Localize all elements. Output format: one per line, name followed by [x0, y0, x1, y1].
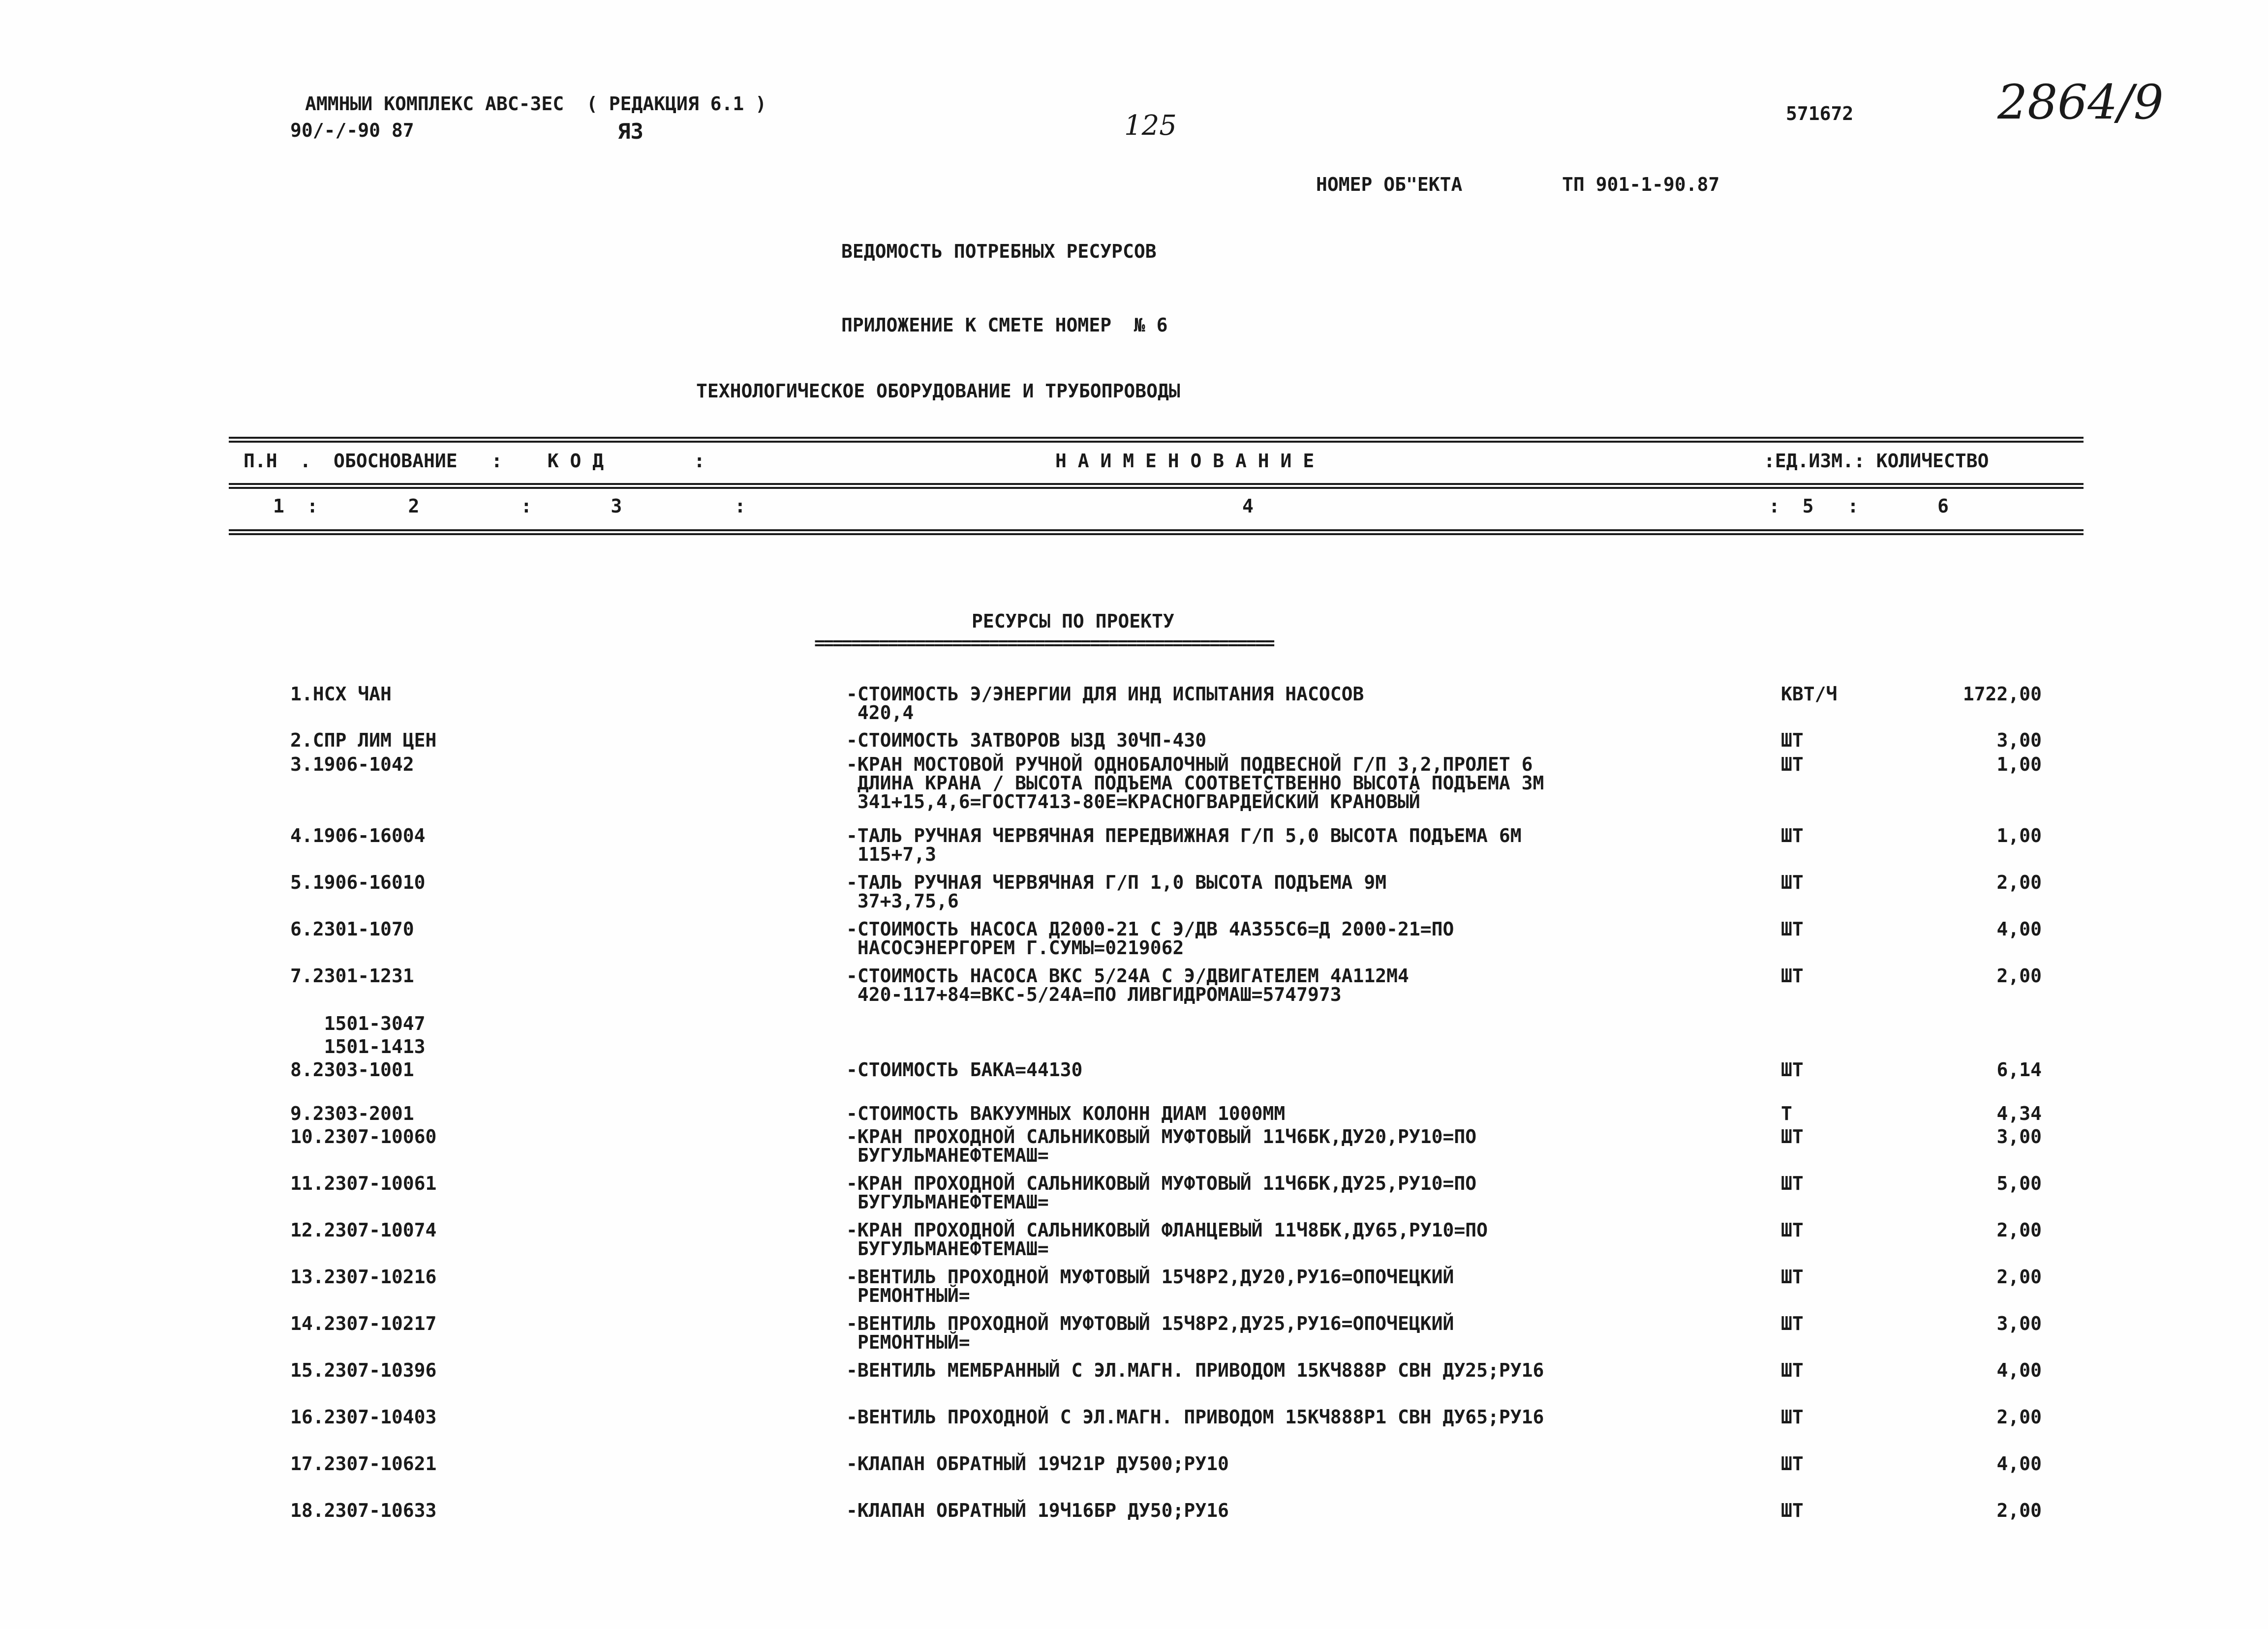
table-rule-mid-2: [229, 487, 2084, 489]
table-rule-top: [229, 437, 2084, 439]
row-unit: ШТ: [1781, 1453, 1804, 1475]
title-appendix: ПРИЛОЖЕНИЕ К СМЕТЕ НОМЕР № 6: [841, 314, 1168, 336]
row-name: -ТАЛЬ РУЧНАЯ ЧЕРВЯЧНАЯ ПЕРЕДВИЖНАЯ Г/П 5,0 ВЫСОТА ПОДЪЕМА 6М 115+7,3: [846, 825, 1522, 865]
row-unit: ШТ: [1781, 1313, 1804, 1334]
table-numbers-left: 1 : 2 : 3 :: [273, 495, 746, 517]
row-code: 3.1906-1042: [290, 754, 414, 775]
row-qty: 2,00: [1996, 1266, 2042, 1288]
row-code: 18.2307-10633: [290, 1500, 437, 1521]
row-name: -СТОИМОСТЬ НАСОСА Д2000-21 С Э/ДВ 4АЗ55С6=Д 2000-21=ПО НАСОСЭНЕРГОРЕМ Г.СУМЫ=0219062: [846, 918, 1454, 959]
object-label: НОМЕР ОБ"ЕКТА: [1316, 174, 1463, 195]
row-name: -ВЕНТИЛЬ МЕМБРАННЫЙ С ЭЛ.МАГН. ПРИВОДОМ 15КЧ888Р СВН ДУ25;РУ16: [846, 1359, 1544, 1381]
row-name: -КРАН МОСТОВОЙ РУЧНОЙ ОДНОБАЛОЧНЫЙ ПОДВЕСНОЙ Г/П 3,2,ПРОЛЕТ 6 ДЛИНА КРАНА / ВЫСОТА ПОДЪЕМА СООТВЕТСТВЕННО ВЫСОТА ПОДЪЕМА 3М 341+15,4,6=ГОСТ7413-80Е=КРАСНОГВАРДЕЙСКИЙ КРАНОВЫЙ: [846, 754, 1544, 813]
header-line2: 90/-/-90 87: [290, 120, 414, 141]
row-name: -СТОИМОСТЬ ЗАТВОРОВ ЫЗД 30ЧП-430: [846, 729, 1207, 751]
row-unit: ШТ: [1781, 918, 1804, 940]
table-header-left: П.Н . ОБОСНОВАНИЕ : К О Д :: [244, 450, 705, 472]
row-name: -КЛАПАН ОБРАТНЫЙ 19Ч21Р ДУ500;РУ10: [846, 1453, 1229, 1475]
row-name: -КРАН ПРОХОДНОЙ САЛЬНИКОВЫЙ ФЛАНЦЕВЫЙ 11Ч8БК,ДУ65,РУ10=ПО БУГУЛЬМАНЕФТЕМАШ=: [846, 1219, 1488, 1260]
table-rule-mid: [229, 483, 2084, 485]
row-qty: 4,00: [1996, 918, 2042, 940]
row-unit: ШТ: [1781, 1126, 1804, 1147]
row-unit: КВТ/Ч: [1781, 683, 1838, 705]
header-line1: АММНЫИ КОМПЛЕКС АВС-ЗЕС ( РЕДАКЦИЯ 6.1 ): [305, 93, 766, 115]
row-unit: ШТ: [1781, 1219, 1804, 1241]
row-code: 4.1906-16004: [290, 825, 426, 846]
row-qty: 3,00: [1996, 729, 2042, 751]
row-qty: 2,00: [1996, 965, 2042, 987]
row-code: 15.2307-10396: [290, 1359, 437, 1381]
page-number: 125: [1124, 110, 1177, 142]
title-resources: ВЕДОМОСТЬ ПОТРЕБНЫХ РЕСУРСОВ: [841, 241, 1157, 262]
row-code: 2.СПР ЛИМ ЦЕН: [290, 729, 437, 751]
row-qty: 4,00: [1996, 1453, 2042, 1475]
row-code: 16.2307-10403: [290, 1406, 437, 1428]
row-qty: 2,00: [1996, 872, 2042, 893]
row-code: 7.2301-1231: [290, 965, 414, 987]
section-title: РЕСУРСЫ ПО ПРОЕКТУ: [972, 610, 1174, 632]
row-name: -СТОИМОСТЬ НАСОСА ВКС 5/24А С Э/ДВИГАТЕЛЕМ 4А112М4 420-117+84=ВКС-5/24А=ПО ЛИВГИДРОМАШ=5747973: [846, 965, 1409, 1005]
row-unit: ШТ: [1781, 1059, 1804, 1081]
row-code: 12.2307-10074: [290, 1219, 437, 1241]
row-qty: 3,00: [1996, 1313, 2042, 1334]
row-qty: 2,00: [1996, 1406, 2042, 1428]
row-unit: ШТ: [1781, 754, 1804, 775]
row-unit: ШТ: [1781, 825, 1804, 846]
row-qty: 1722,00: [1962, 683, 2042, 705]
row-qty: 3,00: [1996, 1126, 2042, 1147]
row-qty: 4,34: [1996, 1103, 2042, 1124]
row-name: -ВЕНТИЛЬ ПРОХОДНОЙ МУФТОВЫЙ 15Ч8Р2,ДУ25,РУ16=ОПОЧЕЦКИЙ РЕМОНТНЫЙ=: [846, 1313, 1454, 1353]
table-header-name: Н А И М Е Н О В А Н И Е: [1055, 450, 1315, 472]
row-code: 1.НСХ ЧАН: [290, 683, 392, 705]
row-unit: ШТ: [1781, 872, 1804, 893]
row-code: 9.2303-2001: [290, 1103, 414, 1124]
row-unit: ШТ: [1781, 729, 1804, 751]
row-code: 10.2307-10060: [290, 1126, 437, 1147]
row-code: 17.2307-10621: [290, 1453, 437, 1475]
row-unit: ШТ: [1781, 1173, 1804, 1194]
row-code: 5.1906-16010: [290, 872, 426, 893]
row-code: 1501-3047 1501-1413 8.2303-1001: [290, 1013, 426, 1081]
row-unit: ШТ: [1781, 1500, 1804, 1521]
row-qty: 2,00: [1996, 1500, 2042, 1521]
table-rule-bottom-2: [229, 533, 2084, 535]
row-code: 6.2301-1070: [290, 918, 414, 940]
row-qty: 6,14: [1996, 1059, 2042, 1081]
row-qty: 1,00: [1996, 754, 2042, 775]
title-equipment: ТЕХНОЛОГИЧЕСКОЕ ОБОРУДОВАНИЕ И ТРУБОПРОВОДЫ: [696, 380, 1180, 402]
row-code: 13.2307-10216: [290, 1266, 437, 1288]
row-qty: 4,00: [1996, 1359, 2042, 1381]
row-unit: ШТ: [1781, 1406, 1804, 1428]
row-qty: 1,00: [1996, 825, 2042, 846]
row-name: -ВЕНТИЛЬ ПРОХОДНОЙ МУФТОВЫЙ 15Ч8Р2,ДУ20,РУ16=ОПОЧЕЦКИЙ РЕМОНТНЫЙ=: [846, 1266, 1454, 1306]
table-numbers-right: : 5 : 6: [1769, 495, 1949, 517]
table-header-right: :ЕД.ИЗМ.: КОЛИЧЕСТВО: [1764, 450, 1989, 472]
row-name: -СТОИМОСТЬ ВАКУУМНЫХ КОЛОНН ДИАМ 1000ММ: [846, 1103, 1286, 1124]
document-code: 571672: [1786, 103, 1854, 124]
row-name: -КРАН ПРОХОДНОЙ САЛЬНИКОВЫЙ МУФТОВЫЙ 11Ч6БК,ДУ20,РУ10=ПО БУГУЛЬМАНЕФТЕМАШ=: [846, 1126, 1477, 1166]
row-name: -КРАН ПРОХОДНОЙ САЛЬНИКОВЫЙ МУФТОВЫЙ 11Ч6БК,ДУ25,РУ10=ПО БУГУЛЬМАНЕФТЕМАШ=: [846, 1173, 1477, 1213]
row-code: 14.2307-10217: [290, 1313, 437, 1334]
row-name: -СТОИМОСТЬ Э/ЭНЕРГИИ ДЛЯ ИНД ИСПЫТАНИЯ НАСОСОВ 420,4: [846, 683, 1364, 724]
row-qty: 2,00: [1996, 1219, 2042, 1241]
row-name: -СТОИМОСТЬ БАКА=44130: [846, 1059, 1083, 1081]
row-qty: 5,00: [1996, 1173, 2042, 1194]
row-name: -ВЕНТИЛЬ ПРОХОДНОЙ С ЭЛ.МАГН. ПРИВОДОМ 15КЧ888Р1 СВН ДУ65;РУ16: [846, 1406, 1544, 1428]
header-stamp: ЯЗ: [617, 119, 644, 144]
table-rule-bottom: [229, 529, 2084, 531]
row-unit: ШТ: [1781, 1359, 1804, 1381]
row-name: -ТАЛЬ РУЧНАЯ ЧЕРВЯЧНАЯ Г/П 1,0 ВЫСОТА ПОДЪЕМА 9М 37+3,75,6: [846, 872, 1387, 912]
section-underline: ==================================================: [814, 633, 1274, 653]
handwritten-number: 2864/9: [1997, 75, 2164, 130]
row-unit: ШТ: [1781, 1266, 1804, 1288]
table-rule-top-2: [229, 441, 2084, 443]
row-unit: ШТ: [1781, 965, 1804, 987]
table-numbers-name: 4: [1242, 495, 1254, 517]
row-unit: Т: [1781, 1103, 1792, 1124]
object-value: ТП 901-1-90.87: [1562, 174, 1720, 195]
row-name: -КЛАПАН ОБРАТНЫЙ 19Ч16БР ДУ50;РУ16: [846, 1500, 1229, 1521]
row-code: 11.2307-10061: [290, 1173, 437, 1194]
